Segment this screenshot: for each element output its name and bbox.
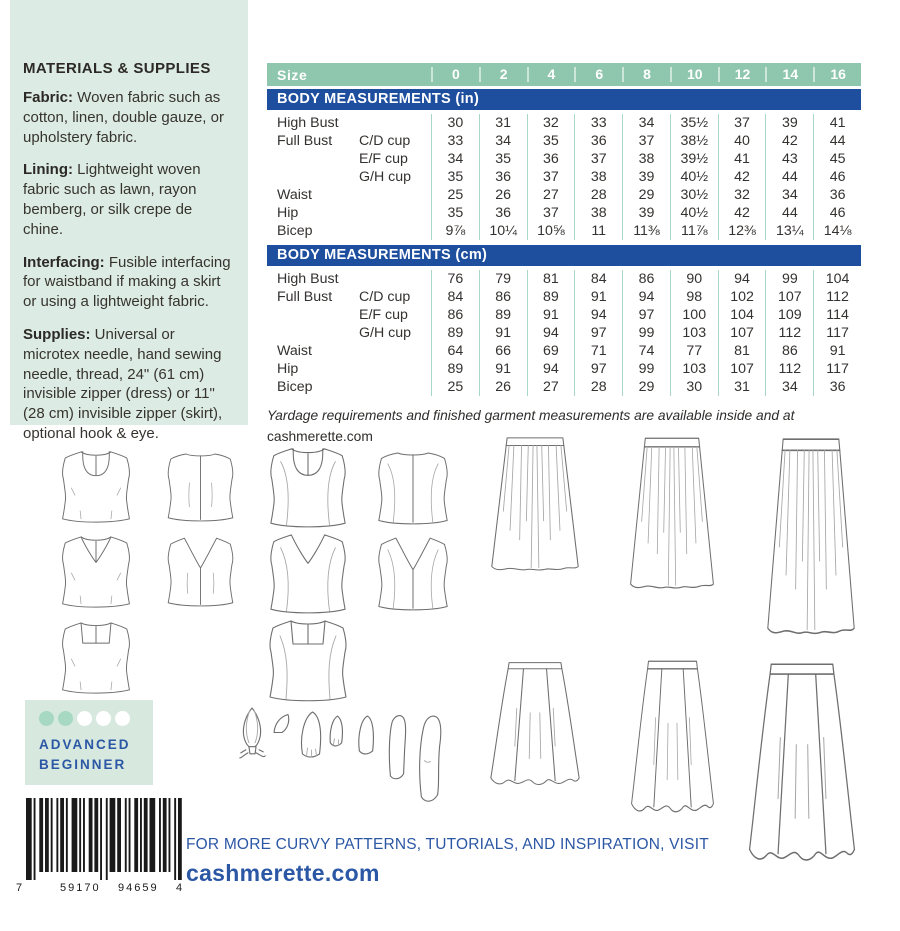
skill-dot-filled xyxy=(39,711,54,726)
measurement-value: 81 xyxy=(527,270,575,288)
measurement-value: 91 xyxy=(479,324,527,342)
measurement-value: 44 xyxy=(765,168,813,186)
bodice-princess-square-front-drawing xyxy=(258,618,358,706)
measurement-value: 37 xyxy=(622,132,670,150)
measurement-value: 94 xyxy=(527,324,575,342)
skirt-flared-short-drawing xyxy=(487,660,583,792)
supplies-label: Supplies: xyxy=(23,325,91,343)
measurement-value: 117 xyxy=(813,360,861,378)
measurement-value: 74 xyxy=(622,342,670,360)
interfacing-label: Interfacing: xyxy=(23,253,105,271)
row-sublabel: C/D cup xyxy=(359,133,411,149)
barcode-digits-group2: 94659 xyxy=(118,882,159,894)
sleeve-mini-cap-drawing xyxy=(272,712,292,735)
measurement-row xyxy=(267,360,861,378)
measurement-value: 10⅝ xyxy=(527,222,575,240)
skill-dot-empty xyxy=(115,711,130,726)
measurement-sections xyxy=(267,89,861,399)
measurement-value: 42 xyxy=(718,168,766,186)
measurement-value: 39 xyxy=(622,168,670,186)
measurement-value: 37 xyxy=(527,168,575,186)
measurement-value: 46 xyxy=(813,168,861,186)
measurement-value: 44 xyxy=(765,204,813,222)
measurement-row xyxy=(267,306,861,324)
measurement-value: 91 xyxy=(574,288,622,306)
measurement-value: 40½ xyxy=(670,204,718,222)
sleeve-short-drawing xyxy=(387,713,408,782)
footer xyxy=(186,836,709,887)
measurement-value: 84 xyxy=(431,288,479,306)
measurement-value: 86 xyxy=(765,342,813,360)
measurement-value: 79 xyxy=(479,270,527,288)
measurement-value: 26 xyxy=(479,186,527,204)
measurement-value: 30 xyxy=(431,114,479,132)
measurement-value: 103 xyxy=(670,324,718,342)
measurement-row xyxy=(267,270,861,288)
measurement-value: 35 xyxy=(479,150,527,168)
supplies-paragraph xyxy=(23,325,234,444)
measurement-value: 97 xyxy=(574,324,622,342)
sleeve-tie-drawing xyxy=(236,706,268,762)
row-sublabel: G/H cup xyxy=(359,169,412,185)
size-header-row xyxy=(267,63,861,86)
measurement-value: 34 xyxy=(479,132,527,150)
bodice-princess-back-drawing xyxy=(368,446,458,532)
size-column-header: 0 xyxy=(431,67,479,82)
size-column-header: 14 xyxy=(765,67,813,82)
measurement-value: 36 xyxy=(813,378,861,396)
measurement-banner: BODY MEASUREMENTS (in) xyxy=(267,89,861,110)
measurement-value: 39½ xyxy=(670,150,718,168)
row-label: Full Bust xyxy=(277,133,333,149)
measurement-value: 36 xyxy=(574,132,622,150)
measurement-value: 99 xyxy=(765,270,813,288)
bodice-vneck-back-drawing xyxy=(158,533,243,613)
bodice-princess-vneck-front-drawing xyxy=(258,532,358,618)
measurement-row xyxy=(267,168,861,186)
barcode-digit-right: 4 xyxy=(176,882,183,894)
measurement-value: 99 xyxy=(622,360,670,378)
row-label: Bicep xyxy=(277,223,313,239)
measurement-value: 38 xyxy=(574,168,622,186)
measurement-value: 76 xyxy=(431,270,479,288)
measurement-value: 99 xyxy=(622,324,670,342)
row-sublabel: C/D cup xyxy=(359,289,411,305)
measurement-value: 97 xyxy=(622,306,670,324)
measurement-value: 112 xyxy=(765,360,813,378)
measurement-value: 11⅜ xyxy=(622,222,670,240)
measurement-banner: BODY MEASUREMENTS (cm) xyxy=(267,245,861,266)
row-label: Waist xyxy=(277,187,312,203)
measurement-value: 37 xyxy=(527,204,575,222)
measurement-value: 94 xyxy=(527,360,575,378)
skill-level-box xyxy=(25,700,153,785)
barcode-digits-group1: 59170 xyxy=(60,882,101,894)
measurement-value: 25 xyxy=(431,378,479,396)
row-sublabel: G/H cup xyxy=(359,325,412,341)
measurement-value: 69 xyxy=(527,342,575,360)
skirt-flared-maxi-drawing xyxy=(745,660,859,872)
footer-website: cashmerette.com xyxy=(186,860,380,886)
measurement-value: 91 xyxy=(813,342,861,360)
measurement-value: 11 xyxy=(574,222,622,240)
skill-dot-empty xyxy=(96,711,111,726)
measurement-value: 104 xyxy=(813,270,861,288)
measurement-value: 86 xyxy=(622,270,670,288)
fabric-paragraph xyxy=(23,88,234,147)
size-column-header: 8 xyxy=(622,67,670,82)
measurement-value: 34 xyxy=(765,378,813,396)
measurement-rows xyxy=(267,266,861,399)
skill-level-line1: ADVANCED xyxy=(39,737,131,752)
measurement-value: 11⅞ xyxy=(670,222,718,240)
sleeve-gathered-cap-drawing xyxy=(328,714,345,747)
measurement-value: 94 xyxy=(574,306,622,324)
measurement-value: 10¼ xyxy=(479,222,527,240)
sleeve-long-drawing xyxy=(417,712,446,805)
size-column-header: 10 xyxy=(670,67,718,82)
materials-sidebar xyxy=(10,0,248,442)
measurement-row xyxy=(267,324,861,342)
measurement-value: 44 xyxy=(813,132,861,150)
measurement-value: 89 xyxy=(431,324,479,342)
measurement-value: 35 xyxy=(431,204,479,222)
measurement-value: 27 xyxy=(527,378,575,396)
interfacing-paragraph xyxy=(23,253,234,312)
measurement-value: 71 xyxy=(574,342,622,360)
measurement-row xyxy=(267,342,861,360)
measurement-value: 109 xyxy=(765,306,813,324)
measurement-value: 43 xyxy=(765,150,813,168)
measurement-row xyxy=(267,204,861,222)
measurement-value: 66 xyxy=(479,342,527,360)
measurement-value: 35½ xyxy=(670,114,718,132)
measurement-value: 13¼ xyxy=(765,222,813,240)
bodice-scoop-front-drawing xyxy=(52,448,140,528)
measurement-row xyxy=(267,288,861,306)
fabric-label: Fabric: xyxy=(23,89,74,106)
skirt-flared-midi-drawing xyxy=(628,658,717,821)
measurement-value: 39 xyxy=(622,204,670,222)
row-sublabel: E/F cup xyxy=(359,307,408,323)
bodice-square-front-drawing xyxy=(52,618,140,700)
measurement-value: 86 xyxy=(479,288,527,306)
skill-dot-filled xyxy=(58,711,73,726)
measurement-value: 41 xyxy=(813,114,861,132)
measurement-value: 14⅛ xyxy=(813,222,861,240)
lining-text: Lightweight woven fabric such as lawn, rayon bemberg, or silk crepe de chine. xyxy=(23,161,201,238)
measurement-value: 91 xyxy=(527,306,575,324)
measurement-value: 97 xyxy=(574,360,622,378)
measurement-value: 33 xyxy=(431,132,479,150)
sleeve-flutter-drawing xyxy=(299,710,324,758)
measurement-value: 28 xyxy=(574,186,622,204)
size-column-header: 4 xyxy=(527,67,575,82)
size-column-header: 2 xyxy=(479,67,527,82)
measurement-value: 112 xyxy=(813,288,861,306)
measurement-value: 31 xyxy=(479,114,527,132)
measurement-value: 26 xyxy=(479,378,527,396)
size-column-header: 12 xyxy=(718,67,766,82)
measurement-value: 64 xyxy=(431,342,479,360)
measurement-row xyxy=(267,222,861,240)
size-header-label: Size xyxy=(277,66,308,83)
measurement-row xyxy=(267,132,861,150)
skill-dot-empty xyxy=(77,711,92,726)
measurement-value: 40 xyxy=(718,132,766,150)
measurement-value: 89 xyxy=(527,288,575,306)
measurement-value: 35 xyxy=(431,168,479,186)
measurement-row xyxy=(267,186,861,204)
measurement-value: 35 xyxy=(527,132,575,150)
measurement-value: 103 xyxy=(670,360,718,378)
row-label: Bicep xyxy=(277,379,313,395)
materials-heading: MATERIALS & SUPPLIES xyxy=(23,60,211,77)
measurement-value: 42 xyxy=(718,204,766,222)
skirt-gathered-midi-drawing xyxy=(626,435,718,597)
measurement-value: 91 xyxy=(479,360,527,378)
measurement-value: 25 xyxy=(431,186,479,204)
skirt-gathered-maxi-drawing xyxy=(763,435,859,645)
measurement-value: 37 xyxy=(718,114,766,132)
measurement-value: 107 xyxy=(765,288,813,306)
measurement-value: 41 xyxy=(718,150,766,168)
measurement-value: 42 xyxy=(765,132,813,150)
measurement-value: 30½ xyxy=(670,186,718,204)
measurement-value: 40½ xyxy=(670,168,718,186)
measurement-value: 81 xyxy=(718,342,766,360)
measurement-value: 90 xyxy=(670,270,718,288)
measurement-value: 94 xyxy=(718,270,766,288)
measurement-value: 107 xyxy=(718,360,766,378)
measurement-value: 32 xyxy=(718,186,766,204)
row-label: Hip xyxy=(277,361,299,377)
measurement-value: 9⅞ xyxy=(431,222,479,240)
measurement-value: 36 xyxy=(479,168,527,186)
size-column-header: 6 xyxy=(574,67,622,82)
measurement-value: 102 xyxy=(718,288,766,306)
bodice-vneck-front-drawing xyxy=(52,533,140,613)
measurement-value: 34 xyxy=(765,186,813,204)
measurement-value: 38 xyxy=(622,150,670,168)
measurement-value: 77 xyxy=(670,342,718,360)
measurement-value: 31 xyxy=(718,378,766,396)
measurement-value: 36 xyxy=(479,204,527,222)
size-chart xyxy=(267,63,861,447)
measurement-row xyxy=(267,150,861,168)
yardage-note-line2: cashmerette.com xyxy=(267,428,373,444)
measurement-rows xyxy=(267,110,861,243)
supplies-text: Universal or microtex needle, hand sewing needle, thread, 24" (61 cm) invisible zipper (dress) or 11" (28 cm) invisible zipper (skirt), optional hook & eye. xyxy=(23,325,223,442)
measurement-value: 30 xyxy=(670,378,718,396)
measurement-value: 89 xyxy=(479,306,527,324)
measurement-value: 89 xyxy=(431,360,479,378)
measurement-value: 38½ xyxy=(670,132,718,150)
measurement-value: 29 xyxy=(622,378,670,396)
measurement-value: 38 xyxy=(574,204,622,222)
skirt-gathered-mini-drawing xyxy=(487,435,583,578)
measurement-value: 84 xyxy=(574,270,622,288)
barcode-bars xyxy=(16,798,184,882)
measurement-value: 94 xyxy=(622,288,670,306)
size-column-header: 16 xyxy=(813,67,861,82)
row-label: Waist xyxy=(277,343,312,359)
measurement-value: 37 xyxy=(574,150,622,168)
row-label: Full Bust xyxy=(277,289,333,305)
skill-level-line2: BEGINNER xyxy=(39,757,127,773)
measurement-value: 28 xyxy=(574,378,622,396)
measurement-value: 112 xyxy=(765,324,813,342)
lining-paragraph xyxy=(23,160,234,239)
measurement-value: 86 xyxy=(431,306,479,324)
measurement-value: 45 xyxy=(813,150,861,168)
measurement-value: 12⅜ xyxy=(718,222,766,240)
measurement-value: 34 xyxy=(431,150,479,168)
measurement-value: 39 xyxy=(765,114,813,132)
row-label: Hip xyxy=(277,205,299,221)
skill-level-dots xyxy=(39,711,153,726)
measurement-value: 34 xyxy=(622,114,670,132)
measurement-row xyxy=(267,378,861,396)
measurement-value: 36 xyxy=(527,150,575,168)
measurement-value: 98 xyxy=(670,288,718,306)
measurement-value: 36 xyxy=(813,186,861,204)
measurement-value: 29 xyxy=(622,186,670,204)
measurement-value: 27 xyxy=(527,186,575,204)
measurement-value: 117 xyxy=(813,324,861,342)
measurement-value: 107 xyxy=(718,324,766,342)
bodice-princess-vneck-back-drawing xyxy=(368,532,458,618)
row-sublabel: E/F cup xyxy=(359,151,408,167)
measurement-value: 104 xyxy=(718,306,766,324)
upc-barcode xyxy=(16,798,184,898)
measurement-value: 32 xyxy=(527,114,575,132)
fabric-text: Woven fabric such as cotton, linen, double gauze, or upholstery fabric. xyxy=(23,89,224,146)
measurement-value: 100 xyxy=(670,306,718,324)
barcode-digit-left: 7 xyxy=(16,882,23,894)
row-label: High Bust xyxy=(277,271,339,287)
bodice-back-drawing xyxy=(158,448,243,528)
yardage-note-line1: Yardage requirements and finished garment measurements are available inside and at xyxy=(267,408,795,423)
interfacing-text: Fusible interfacing for waistband if making a skirt or using a lightweight fabric. xyxy=(23,253,231,311)
skill-level-label xyxy=(39,735,153,776)
measurement-value: 46 xyxy=(813,204,861,222)
row-label: High Bust xyxy=(277,115,339,131)
bodice-princess-scoop-front-drawing xyxy=(258,446,358,532)
measurement-value: 33 xyxy=(574,114,622,132)
measurement-value: 114 xyxy=(813,306,861,324)
measurement-row xyxy=(267,114,861,132)
sleeve-cap-drawing xyxy=(356,714,376,755)
lining-label: Lining: xyxy=(23,161,73,179)
footer-tagline: FOR MORE CURVY PATTERNS, TUTORIALS, AND INSPIRATION, VISIT xyxy=(186,836,709,853)
